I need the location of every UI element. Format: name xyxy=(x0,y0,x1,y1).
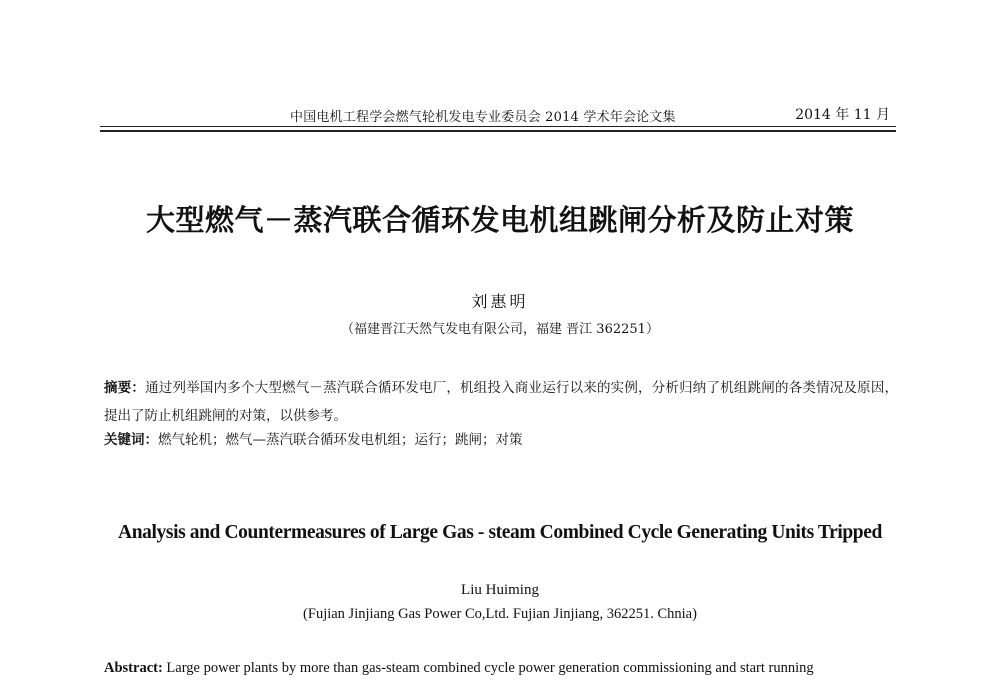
abstract-en-label: Abstract: xyxy=(104,660,163,676)
running-header xyxy=(100,104,896,128)
publication-date: 2014 年 11 月 xyxy=(795,107,890,123)
affiliation-en: (Fujian Jinjiang Gas Power Co,Ltd. Fujian Jinjiang, 362251. Chnia) xyxy=(303,606,697,622)
journal-name: 中国电机工程学会燃气轮机发电专业委员会 2014 学术年会论文集 xyxy=(290,110,676,125)
header-rule-thick xyxy=(100,130,896,132)
abstract-en xyxy=(104,658,898,678)
paper-title-en: Analysis and Countermeasures of Large Gas - steam Combined Cycle Generating Units Tripped xyxy=(118,522,882,543)
abstract-zh xyxy=(104,374,898,430)
keywords-zh-label: 关键词： xyxy=(104,432,158,448)
abstract-en-text: Large power plants by more than gas-steam combined cycle power generation commissioning and start running xyxy=(166,660,814,676)
affiliation-zh: （福建晋江天然气发电有限公司，福建 晋江 362251） xyxy=(341,322,659,337)
author-zh: 刘惠明 xyxy=(471,292,529,311)
keywords-zh-text: 燃气轮机；燃气—蒸汽联合循环发电机组；运行；跳闸；对策 xyxy=(158,432,523,448)
paper-title-zh: 大型燃气－蒸汽联合循环发电机组跳闸分析及防止对策 xyxy=(145,203,854,237)
abstract-zh-text: 通过列举国内多个大型燃气－蒸汽联合循环发电厂，机组投入商业运行以来的实例，分析归纳了机组跳闸的各类情况及原因，提出了防止机组跳闸的对策，以供参考。 xyxy=(104,380,899,424)
author-en: Liu Huiming xyxy=(461,582,539,598)
abstract-zh-label: 摘要： xyxy=(104,380,146,396)
keywords-zh xyxy=(104,430,898,450)
header-rule-thin xyxy=(100,126,896,127)
